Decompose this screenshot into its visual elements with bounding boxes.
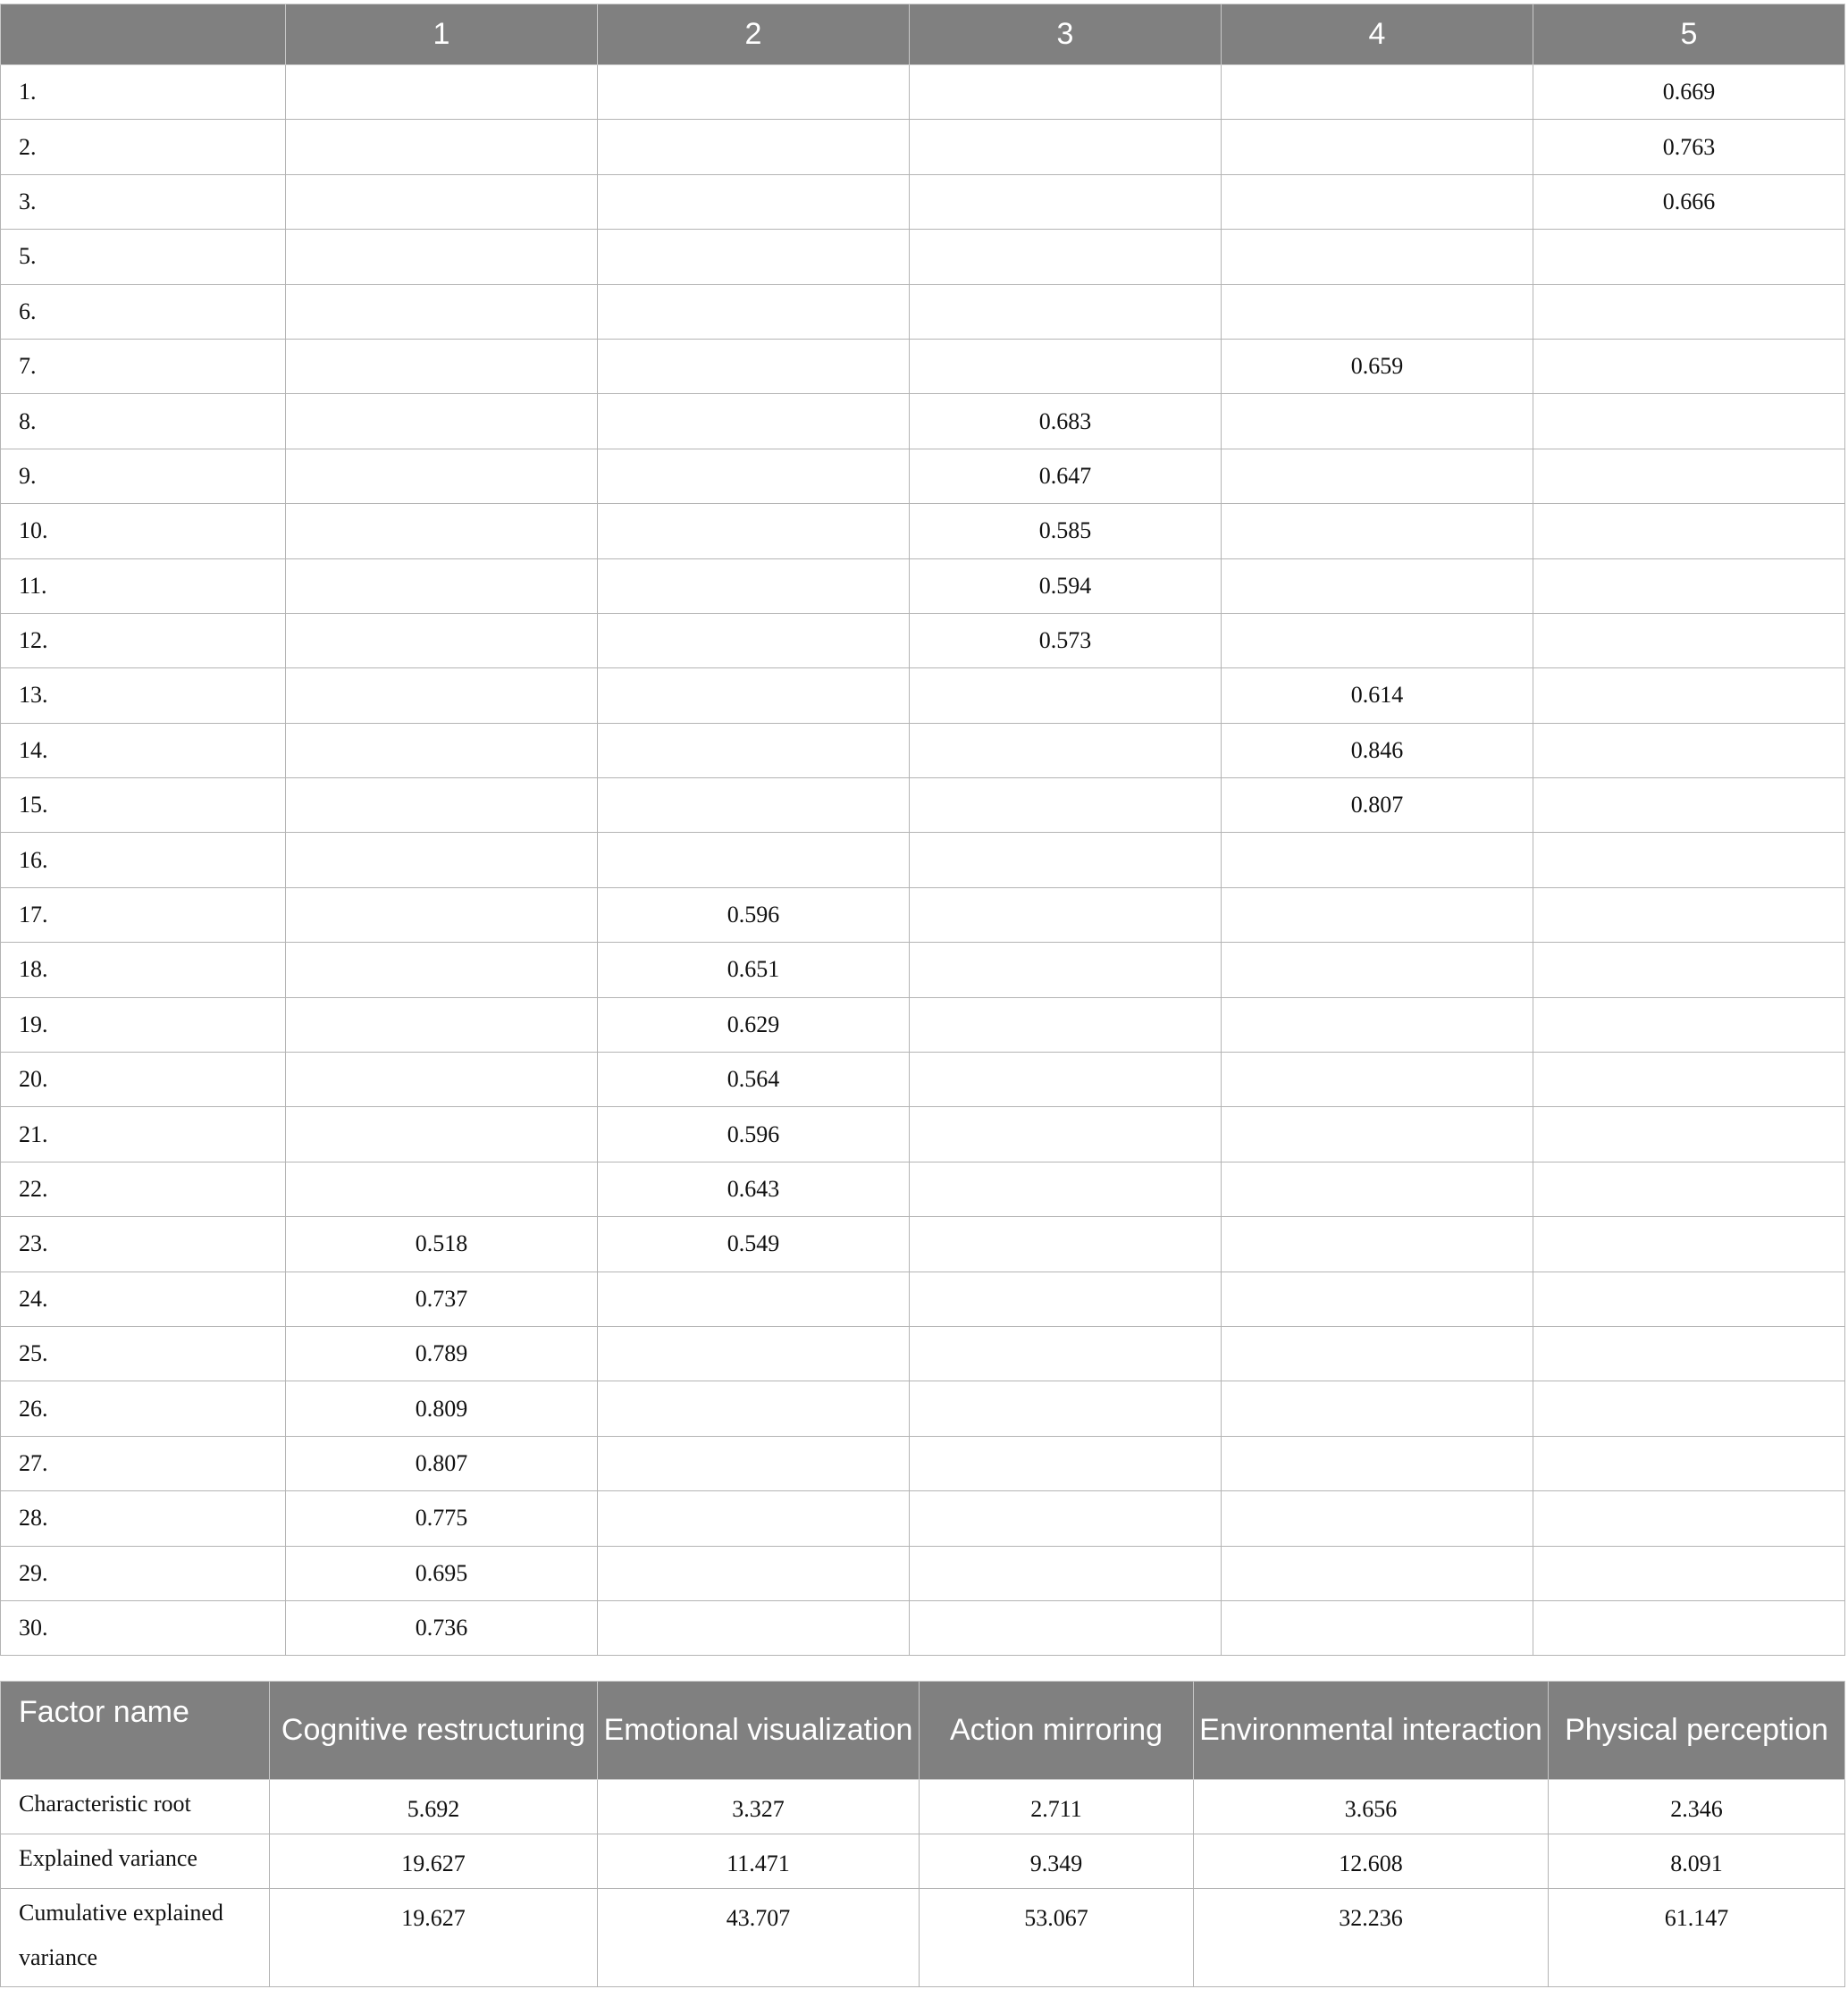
loading-value: [910, 65, 1222, 120]
loading-value: [1533, 778, 1845, 833]
loading-value: 0.564: [598, 1053, 910, 1107]
summary-value: 19.627: [270, 1834, 598, 1889]
loadings-header-row: [1, 4, 1845, 65]
loading-value: [1222, 230, 1533, 284]
loading-value: [598, 1272, 910, 1326]
loading-value: [1222, 1162, 1533, 1216]
loading-value: [598, 284, 910, 339]
loading-value: [598, 1546, 910, 1600]
loading-value: [286, 449, 598, 503]
loading-value: [1222, 613, 1533, 667]
item-label: 22.: [1, 1162, 286, 1216]
loading-value: [286, 1162, 598, 1216]
loading-value: [1533, 613, 1845, 667]
loading-value: [1222, 943, 1533, 997]
table-row: [1, 1326, 1845, 1381]
summary-value: 8.091: [1549, 1834, 1845, 1889]
factor-column-header-3: 3: [910, 4, 1222, 65]
loading-value: [286, 668, 598, 723]
item-label: 5.: [1, 230, 286, 284]
loading-value: [1533, 339, 1845, 393]
loading-value: [598, 174, 910, 229]
loading-value: [598, 613, 910, 667]
item-label: 21.: [1, 1107, 286, 1162]
item-label: 28.: [1, 1491, 286, 1546]
loading-value: 0.809: [286, 1381, 598, 1436]
loading-value: [910, 887, 1222, 942]
factor-loadings-table: [0, 4, 1845, 1656]
loading-value: 0.789: [286, 1326, 598, 1381]
loading-value: [286, 394, 598, 449]
loading-value: [910, 1600, 1222, 1655]
loading-value: [910, 1381, 1222, 1436]
item-label: 15.: [1, 778, 286, 833]
loading-value: [1222, 1217, 1533, 1272]
factor-name-column-header: Environmental interaction: [1194, 1682, 1549, 1780]
summary-header-row: [1, 1682, 1845, 1780]
loading-value: [1533, 1491, 1845, 1546]
table-row: [1, 613, 1845, 667]
loading-value: [286, 833, 598, 887]
loading-value: [1222, 558, 1533, 613]
loading-value: [1533, 1600, 1845, 1655]
item-label: 24.: [1, 1272, 286, 1326]
summary-value: 12.608: [1194, 1834, 1549, 1889]
loading-value: [910, 339, 1222, 393]
loading-value: [286, 558, 598, 613]
loading-value: 0.666: [1533, 174, 1845, 229]
factor-name-column-header: Emotional visualization: [598, 1682, 920, 1780]
table-row: [1, 1491, 1845, 1546]
item-label: 23.: [1, 1217, 286, 1272]
summary-row: [1, 1834, 1845, 1889]
loading-value: 0.683: [910, 394, 1222, 449]
item-label: 16.: [1, 833, 286, 887]
loading-value: [1533, 558, 1845, 613]
item-label: 7.: [1, 339, 286, 393]
loading-value: [910, 1107, 1222, 1162]
loading-value: [1222, 1326, 1533, 1381]
factor-summary-table: [0, 1681, 1845, 1987]
loading-value: [286, 943, 598, 997]
summary-value: 53.067: [920, 1889, 1194, 1987]
item-label: 14.: [1, 723, 286, 777]
loading-value: [1533, 997, 1845, 1052]
item-label: 8.: [1, 394, 286, 449]
loading-value: 0.647: [910, 449, 1222, 503]
loading-value: [598, 1491, 910, 1546]
table-row: [1, 284, 1845, 339]
loading-value: [1222, 120, 1533, 174]
summary-value: 2.711: [920, 1780, 1194, 1834]
loading-value: [910, 1436, 1222, 1490]
item-label: 19.: [1, 997, 286, 1052]
loading-value: 0.669: [1533, 65, 1845, 120]
factor-column-header-1: 1: [286, 4, 598, 65]
loading-value: [1222, 1053, 1533, 1107]
loading-value: 0.659: [1222, 339, 1533, 393]
loading-value: [286, 613, 598, 667]
table-row: [1, 1053, 1845, 1107]
factor-name-column-header: Cognitive restructuring: [270, 1682, 598, 1780]
item-label: 12.: [1, 613, 286, 667]
item-label: 13.: [1, 668, 286, 723]
loading-value: 0.737: [286, 1272, 598, 1326]
loading-value: 0.629: [598, 997, 910, 1052]
table-row: [1, 833, 1845, 887]
loading-value: [286, 230, 598, 284]
item-label: 11.: [1, 558, 286, 613]
factor-name-column-header: Physical perception: [1549, 1682, 1845, 1780]
table-row: [1, 943, 1845, 997]
loading-value: 0.846: [1222, 723, 1533, 777]
loading-value: [598, 558, 910, 613]
summary-row: [1, 1780, 1845, 1834]
loading-value: 0.775: [286, 1491, 598, 1546]
loading-value: [1222, 1381, 1533, 1436]
loading-value: 0.594: [910, 558, 1222, 613]
table-row: [1, 1162, 1845, 1216]
table-row: [1, 504, 1845, 558]
loading-value: [598, 120, 910, 174]
loading-value: [1533, 1107, 1845, 1162]
loading-value: [1533, 230, 1845, 284]
table-row: [1, 394, 1845, 449]
factor-column-header-2: 2: [598, 4, 910, 65]
loading-value: [910, 943, 1222, 997]
table-row: [1, 65, 1845, 120]
table-row: [1, 230, 1845, 284]
loading-value: [1222, 1272, 1533, 1326]
loading-value: [598, 65, 910, 120]
loading-value: [1533, 1272, 1845, 1326]
loading-value: 0.518: [286, 1217, 598, 1272]
loading-value: [910, 120, 1222, 174]
loading-value: 0.695: [286, 1546, 598, 1600]
loading-value: [598, 833, 910, 887]
table-row: [1, 120, 1845, 174]
item-label: 20.: [1, 1053, 286, 1107]
loading-value: [1533, 1326, 1845, 1381]
loading-value: [910, 1162, 1222, 1216]
loading-value: [1222, 833, 1533, 887]
loading-value: [1533, 668, 1845, 723]
loading-value: [1533, 833, 1845, 887]
loading-value: [1533, 284, 1845, 339]
item-label: 9.: [1, 449, 286, 503]
loading-value: [1222, 1546, 1533, 1600]
loading-value: [1533, 1053, 1845, 1107]
loading-value: [910, 1491, 1222, 1546]
table-row: [1, 1600, 1845, 1655]
loading-value: [910, 1217, 1222, 1272]
loading-value: [1533, 504, 1845, 558]
loading-value: [1222, 284, 1533, 339]
item-label: 26.: [1, 1381, 286, 1436]
loading-value: [1222, 1491, 1533, 1546]
loading-value: [286, 284, 598, 339]
loading-value: [598, 1600, 910, 1655]
table-row: [1, 997, 1845, 1052]
item-label: 25.: [1, 1326, 286, 1381]
loading-value: [286, 339, 598, 393]
summary-value: 11.471: [598, 1834, 920, 1889]
loading-value: [910, 1272, 1222, 1326]
loading-value: [1222, 1436, 1533, 1490]
summary-value: 3.327: [598, 1780, 920, 1834]
loading-value: [1533, 1436, 1845, 1490]
loading-value: [1222, 394, 1533, 449]
table-row: [1, 778, 1845, 833]
item-label: 30.: [1, 1600, 286, 1655]
row-label: Cumulative explained variance: [1, 1889, 270, 1987]
summary-value: 43.707: [598, 1889, 920, 1987]
loading-value: [910, 1326, 1222, 1381]
loading-value: [910, 1546, 1222, 1600]
item-label: 1.: [1, 65, 286, 120]
loading-value: [286, 174, 598, 229]
loading-value: [286, 504, 598, 558]
table-row: [1, 887, 1845, 942]
factor-column-header-5: 5: [1533, 4, 1845, 65]
loading-value: [286, 887, 598, 942]
loading-value: [1222, 65, 1533, 120]
item-column-header: [1, 4, 286, 65]
item-label: 27.: [1, 1436, 286, 1490]
item-label: 29.: [1, 1546, 286, 1600]
factor-name-column-header: Action mirroring: [920, 1682, 1194, 1780]
loading-value: [598, 778, 910, 833]
loading-value: [910, 723, 1222, 777]
loading-value: [598, 230, 910, 284]
summary-value: 61.147: [1549, 1889, 1845, 1987]
loading-value: [286, 997, 598, 1052]
loading-value: [1533, 1217, 1845, 1272]
table-row: [1, 1546, 1845, 1600]
loading-value: [598, 339, 910, 393]
loading-value: 0.549: [598, 1217, 910, 1272]
loading-value: [598, 1381, 910, 1436]
loading-value: [598, 668, 910, 723]
table-row: [1, 449, 1845, 503]
factor-column-header-4: 4: [1222, 4, 1533, 65]
loading-value: [1222, 449, 1533, 503]
loading-value: 0.596: [598, 887, 910, 942]
loading-value: [286, 1053, 598, 1107]
loading-value: [910, 833, 1222, 887]
table-row: [1, 723, 1845, 777]
loading-value: [910, 778, 1222, 833]
loading-value: [910, 997, 1222, 1052]
loading-value: [1533, 887, 1845, 942]
loading-value: [1222, 1107, 1533, 1162]
loading-value: [598, 1436, 910, 1490]
summary-value: 5.692: [270, 1780, 598, 1834]
loading-value: [1222, 997, 1533, 1052]
loading-value: [910, 174, 1222, 229]
loading-value: 0.651: [598, 943, 910, 997]
table-row: [1, 174, 1845, 229]
loading-value: [286, 1107, 598, 1162]
loading-value: 0.736: [286, 1600, 598, 1655]
loading-value: 0.807: [286, 1436, 598, 1490]
loading-value: [598, 449, 910, 503]
loading-value: [910, 284, 1222, 339]
loading-value: [598, 723, 910, 777]
loading-value: [910, 230, 1222, 284]
loading-value: [910, 1053, 1222, 1107]
loading-value: [1533, 394, 1845, 449]
summary-value: 32.236: [1194, 1889, 1549, 1987]
loading-value: [910, 668, 1222, 723]
loading-value: 0.596: [598, 1107, 910, 1162]
factor-name-header: Factor name: [1, 1682, 270, 1780]
item-label: 2.: [1, 120, 286, 174]
loading-value: 0.763: [1533, 120, 1845, 174]
summary-row: [1, 1889, 1845, 1987]
summary-value: 19.627: [270, 1889, 598, 1987]
loading-value: [598, 1326, 910, 1381]
loading-value: [1533, 449, 1845, 503]
item-label: 6.: [1, 284, 286, 339]
loading-value: [286, 65, 598, 120]
table-row: [1, 668, 1845, 723]
loading-value: [286, 723, 598, 777]
loading-value: [598, 504, 910, 558]
loading-value: [1222, 887, 1533, 942]
item-label: 18.: [1, 943, 286, 997]
summary-value: 2.346: [1549, 1780, 1845, 1834]
loading-value: [1222, 504, 1533, 558]
table-row: [1, 1217, 1845, 1272]
table-row: [1, 1381, 1845, 1436]
table-row: [1, 1107, 1845, 1162]
loading-value: 0.585: [910, 504, 1222, 558]
loading-value: [1533, 1381, 1845, 1436]
loading-value: 0.643: [598, 1162, 910, 1216]
loading-value: [1533, 723, 1845, 777]
loading-value: [1533, 943, 1845, 997]
loading-value: 0.614: [1222, 668, 1533, 723]
item-label: 17.: [1, 887, 286, 942]
table-row: [1, 339, 1845, 393]
loading-value: [286, 778, 598, 833]
table-row: [1, 1272, 1845, 1326]
loading-value: 0.807: [1222, 778, 1533, 833]
row-label: Explained variance: [1, 1834, 270, 1889]
loading-value: [598, 394, 910, 449]
item-label: 3.: [1, 174, 286, 229]
loading-value: [1533, 1546, 1845, 1600]
loading-value: 0.573: [910, 613, 1222, 667]
loading-value: [1222, 174, 1533, 229]
item-label: 10.: [1, 504, 286, 558]
loading-value: [286, 120, 598, 174]
loading-value: [1533, 1162, 1845, 1216]
row-label: Characteristic root: [1, 1780, 270, 1834]
summary-value: 9.349: [920, 1834, 1194, 1889]
table-row: [1, 1436, 1845, 1490]
table-row: [1, 558, 1845, 613]
summary-value: 3.656: [1194, 1780, 1549, 1834]
loading-value: [1222, 1600, 1533, 1655]
